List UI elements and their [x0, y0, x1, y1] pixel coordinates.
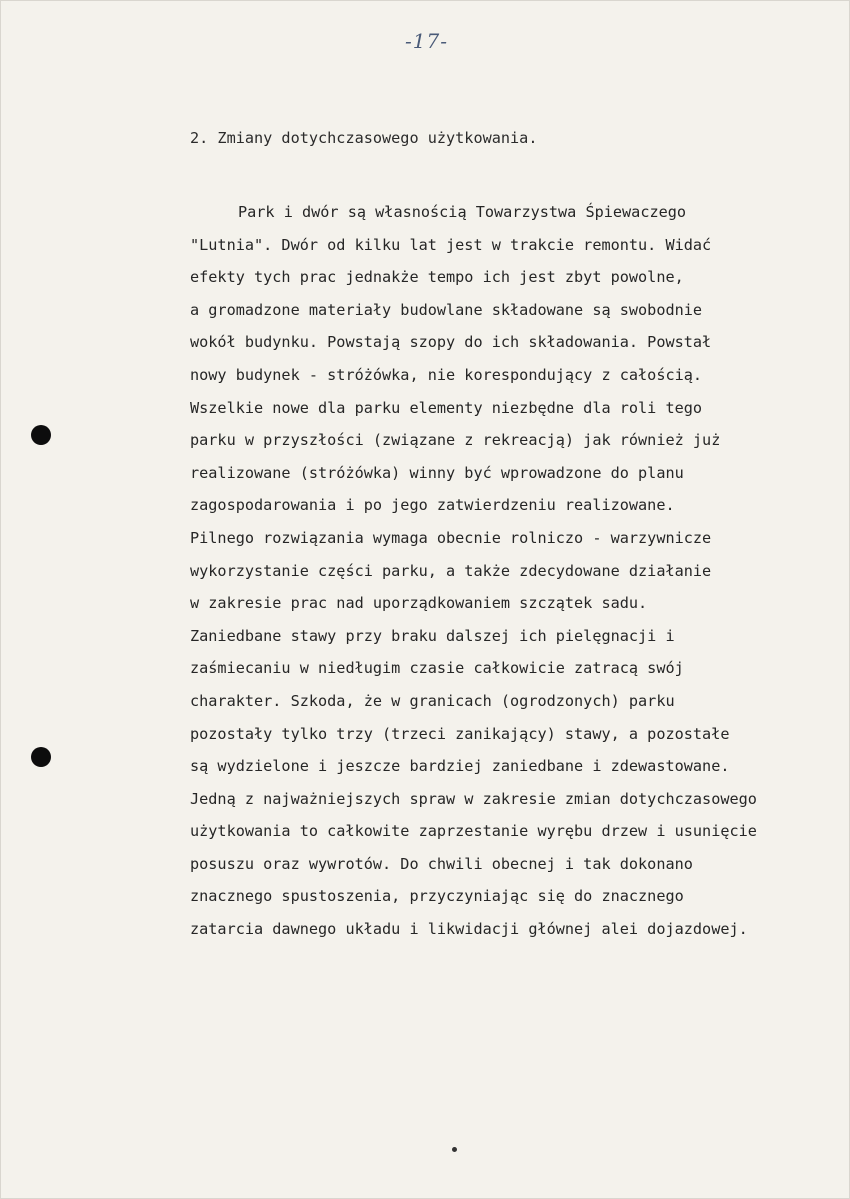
paragraph-line: realizowane (stróżówka) winny być wprowadzone do planu	[190, 463, 684, 482]
paragraph-line: parku w przyszłości (związane z rekreacją) jak również już	[190, 431, 721, 450]
page-number: -17-	[405, 29, 448, 53]
paragraph-line: zaśmiecaniu w niedługim czasie całkowicie zatracą swój	[190, 659, 684, 678]
paragraph-line: wokół budynku. Powstają szopy do ich składowania. Powstał	[190, 333, 712, 352]
paragraph-line: Pilnego rozwiązania wymaga obecnie rolniczo - warzywnicze	[190, 528, 712, 547]
paragraph-line: Jedną z najważniejszych spraw w zakresie zmian dotychczasowego	[190, 789, 757, 808]
paragraph-line: nowy budynek - stróżówka, nie korespondujący z całością.	[190, 365, 703, 384]
paragraph-line: zagospodarowania i po jego zatwierdzeniu realizowane.	[190, 496, 675, 515]
paragraph-line: Wszelkie nowe dla parku elementy niezbędne dla roli tego	[190, 398, 703, 417]
body-paragraph	[190, 196, 830, 946]
paragraph-line: Park i dwór są własnością Towarzystwa Śpiewaczego	[238, 203, 687, 221]
paragraph-line: "Lutnia". Dwór od kilku lat jest w trakcie remontu. Widać	[190, 235, 712, 254]
paragraph-line: użytkowania to całkowite zaprzestanie wyrębu drzew i usunięcie	[190, 822, 757, 841]
paragraph-line: posuszu oraz wywrotów. Do chwili obecnej i tak dokonano	[190, 854, 693, 873]
paragraph-line: wykorzystanie części parku, a także zdecydowane działanie	[190, 561, 712, 580]
paragraph-line: Zaniedbane stawy przy braku dalszej ich pielęgnacji i	[190, 626, 675, 645]
binder-hole-upper	[31, 425, 51, 445]
paragraph-line: w zakresie prac nad uporządkowaniem szczątek sadu.	[190, 594, 648, 613]
paragraph-line: charakter. Szkoda, że w granicach (ogrodzonych) parku	[190, 691, 675, 710]
paragraph-line: zatarcia dawnego układu i likwidacji głównej alei dojazdowej.	[190, 920, 748, 939]
binder-hole-lower	[31, 747, 51, 767]
paragraph-line: efekty tych prac jednakże tempo ich jest zbyt powolne,	[190, 268, 684, 287]
paragraph-line: pozostały tylko trzy (trzeci zanikający) stawy, a pozostałe	[190, 724, 730, 743]
section-heading: 2. Zmiany dotychczasowego użytkowania.	[190, 129, 538, 147]
ink-speck	[452, 1147, 457, 1152]
paragraph-line: znacznego spustoszenia, przyczyniając się do znacznego	[190, 887, 684, 906]
paragraph-line: a gromadzone materiały budowlane składowane są swobodnie	[190, 300, 703, 319]
paragraph-line: są wydzielone i jeszcze bardziej zaniedbane i zdewastowane.	[190, 757, 730, 776]
